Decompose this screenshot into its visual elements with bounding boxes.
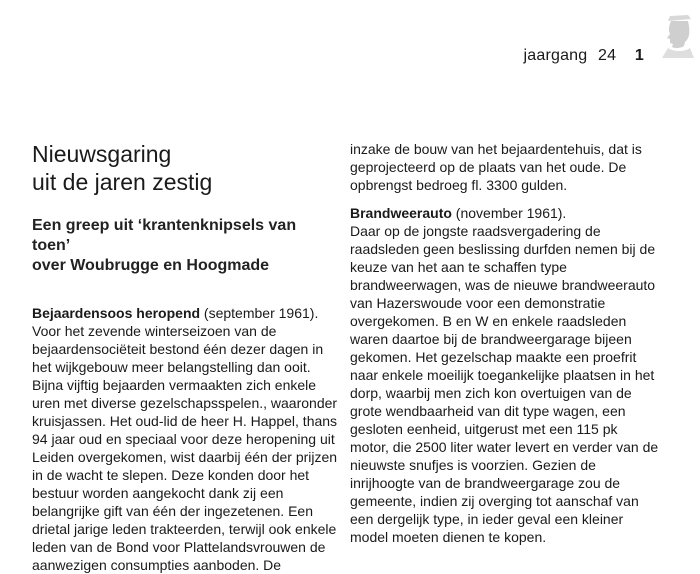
article-title-line: Nieuwsgaring (32, 141, 172, 167)
section-heading-line (32, 304, 322, 322)
text-line: in de wacht te slepen. Deze konden door het (32, 467, 310, 483)
article-subtitle-line: Een greep uit ‘krantenknipsels van toen’ (32, 217, 297, 254)
section-brandweerauto (350, 204, 680, 546)
text-line: bestuur worden aangekocht dank zij een (32, 485, 284, 501)
text-line: keuze van het aan te schaffen type (350, 259, 567, 275)
text-line: van Hazerswoude voor een demonstratie (350, 295, 606, 311)
article-subtitle (32, 216, 322, 276)
text-line: model moeten dienen te kopen. (350, 529, 547, 545)
text-line: een dergelijk type, in ieder geval een kleiner (350, 511, 624, 527)
text-line: 94 jaar oud en speciaal voor deze heropening uit (32, 431, 335, 447)
section-heading: Bejaardensoos heropend (32, 305, 201, 321)
text-line: raadsleden geen beslissing durfden nemen bij de (350, 241, 656, 257)
article-title (32, 140, 322, 196)
text-line: kruisjassen. Het oud-lid de heer H. Happel, thans (32, 413, 338, 429)
section-bejaardensoos (32, 304, 338, 574)
text-line: dorp, waarbij men zich kon overtuigen van de (350, 385, 632, 401)
section-date: (september 1961). (200, 305, 319, 321)
text-line: geprojecteerd op de plaats van het oude. De (350, 159, 627, 175)
text-line: grote wendbaarheid van dit type wagen, een (350, 403, 626, 419)
text-line: opbrengst bedroeg fl. 3300 gulden. (350, 177, 568, 193)
section-bejaardensoos-continued (350, 140, 680, 194)
text-line: brandweerwagen, was de nieuwe brandweerauto (350, 277, 656, 293)
text-line: Bijna vijftig bejaarden vermaakten zich enkele (32, 377, 317, 393)
section-heading: Brandweerauto (350, 205, 452, 221)
text-line: Daar op de jongste raadsvergadering de (350, 223, 601, 239)
profile-silhouette-icon (658, 12, 696, 58)
right-column (350, 140, 680, 546)
text-line: leden van de Bond voor Plattelandsvrouwen de (32, 539, 326, 555)
text-line: uren met diverse gezelschapsspelen., waaronder (32, 395, 338, 411)
text-line: belangrijke gift van één der ingezetenen. Een (32, 503, 313, 519)
section-date: (november 1961). (451, 205, 567, 221)
page-header (524, 47, 645, 65)
volume-label: jaargang (523, 47, 588, 64)
text-line: gesloten eenheid, uitgerust met een 115 pk (350, 421, 618, 437)
section-body (32, 322, 338, 574)
text-line: Voor het zevende winterseizoen van de (32, 323, 277, 339)
text-line: nieuwste snufjes is voorzien. Gezien de (350, 457, 596, 473)
article-title-line: uit de jaren zestig (32, 169, 213, 195)
text-line: gekomen. Het gezelschap maakte een proefrit (350, 349, 637, 365)
section-heading-line (350, 204, 680, 222)
section-body (350, 222, 680, 546)
text-line: inrijhoogte van de brandweergarage zou de (350, 475, 621, 491)
text-line: gemeente, indien zij overging tot aanschaf van (350, 493, 639, 509)
text-line: het wijkgebouw meer belangstelling dan ooit. (32, 359, 311, 375)
left-column (32, 140, 338, 574)
section-body-continued (350, 140, 680, 194)
text-line: bejaardensociëteit bestond één dezer dagen in (32, 341, 324, 357)
article-subtitle-line: over Woubrugge en Hoogmade (32, 257, 270, 274)
volume-number: 24 (598, 47, 617, 64)
text-line: overgekomen. B en W en enkele raadsleden (350, 313, 627, 329)
text-line: waren daartoe bij de brandweergarage bijeen (350, 331, 632, 347)
text-line: naar enkele moeilijk toegankelijke plaatsen in het (350, 367, 655, 383)
page-number: 1 (634, 47, 644, 64)
text-line: aanwezigen consumpties aanboden. De (32, 557, 282, 573)
text-line: Leiden overgekomen, wist daarbij één der prijzen (32, 449, 338, 465)
text-line: drietal jarige leden trakteerden, terwijl ook enkele (32, 521, 337, 537)
text-line: motor, die 2500 liter water levert en verder van de (350, 439, 659, 455)
text-line: inzake de bouw van het bejaardentehuis, dat is (350, 141, 642, 157)
